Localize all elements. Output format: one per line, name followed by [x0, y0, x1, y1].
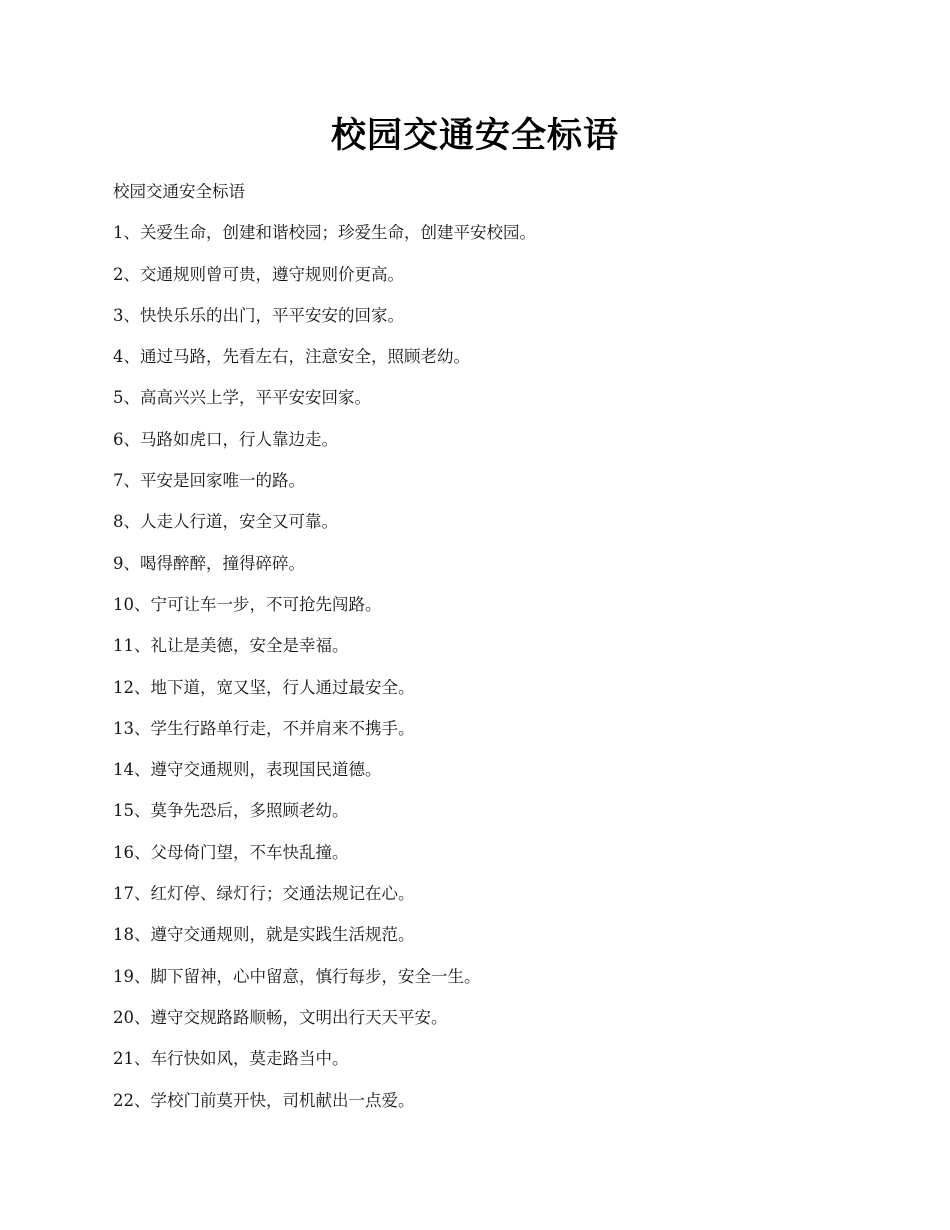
- slogan-item-21: 21、车行快如风，莫走路当中。: [113, 1049, 349, 1069]
- slogan-item-13: 13、学生行路单行走，不并肩来不携手。: [113, 718, 415, 738]
- slogan-item-6: 6、马路如虎口，行人靠边走。: [113, 429, 338, 449]
- slogan-item-5: 5、高高兴兴上学，平平安安回家。: [113, 388, 371, 408]
- slogan-item-11: 11、礼让是美德，安全是幸福。: [113, 636, 349, 656]
- slogan-item-17: 17、红灯停、绿灯行；交通法规记在心。: [113, 884, 415, 904]
- slogan-item-7: 7、平安是回家唯一的路。: [113, 471, 305, 491]
- slogan-item-9: 9、喝得醉醉，撞得碎碎。: [113, 553, 305, 573]
- slogan-item-19: 19、脚下留神，心中留意，慎行每步，安全一生。: [113, 966, 481, 986]
- document-subtitle: 校园交通安全标语: [113, 182, 245, 201]
- slogan-item-2: 2、交通规则曾可贵，遵守规则价更高。: [113, 264, 404, 284]
- slogan-item-20: 20、遵守交规路路顺畅，文明出行天天平安。: [113, 1007, 448, 1027]
- slogan-item-18: 18、遵守交通规则，就是实践生活规范。: [113, 925, 415, 945]
- slogan-item-15: 15、莫争先恐后，多照顾老幼。: [113, 801, 349, 821]
- slogan-item-14: 14、遵守交通规则，表现国民道德。: [113, 760, 382, 780]
- slogan-item-3: 3、快快乐乐的出门，平平安安的回家。: [113, 305, 404, 325]
- slogan-item-4: 4、通过马路，先看左右，注意安全，照顾老幼。: [113, 347, 470, 367]
- document-body: [113, 176, 853, 1126]
- slogan-item-22: 22、学校门前莫开快，司机献出一点爱。: [113, 1090, 415, 1110]
- slogan-item-16: 16、父母倚门望，不车快乱撞。: [113, 842, 349, 862]
- document-title: 校园交通安全标语: [330, 115, 619, 156]
- slogan-item-12: 12、地下道，宽又坚，行人通过最安全。: [113, 677, 415, 697]
- slogan-item-1: 1、关爱生命，创建和谐校园；珍爱生命，创建平安校园。: [113, 223, 536, 243]
- slogan-item-8: 8、人走人行道，安全又可靠。: [113, 512, 338, 532]
- slogan-item-10: 10、宁可让车一步，不可抢先闯路。: [113, 594, 382, 614]
